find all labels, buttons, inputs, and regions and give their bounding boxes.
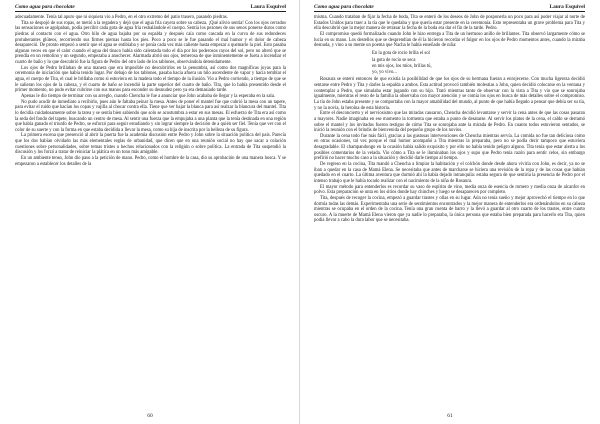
header-author: Laura Esquivel xyxy=(250,4,286,10)
paragraph: Apenas le dio tiempo de terminar con su arreglo, cuando Chencha le fue a anunciar que John acababa de llegar y la esperaba en la sala. xyxy=(21,93,275,99)
page-number: 60 xyxy=(147,413,153,419)
paragraph: Rosaura se enteró entonces de que existía la posibilidad de que los ojos de su hermana fueran a enrojecerse. Con mucha ligereza decidió sentarse entre Pedro y Tita y darles la espalda a ambos. Esta actitud provocó también molestias a John, quien decidió colocarse en la ventana y contemplar a Pedro, que simulaba estar jugando con su hijo. Trató mientras tanto de observar con la vista a Tita y vio que se sonrojaba igualmente, mientras el resto de la familia la observaba con mayor atención y se comía los ojos en busca de más detalles sobre el compromiso. La tía de John estaba presente y se comportaba con la mayor amabilidad del mundo, al punto de que había llegado a pensar que debía ser su tía, y no la novia, la heroína de esta historia. xyxy=(314,77,585,111)
page-body xyxy=(15,15,286,167)
running-header xyxy=(15,4,286,12)
header-author: Laura Esquivel xyxy=(549,4,585,10)
paragraph: Tita, después de recoger la cocina, empezó a guardar trastes y ollas en su lugar. Aún no tenía sueño y mejor aprovechó el tiempo en lo que dormía todas las demás. Experimentaba una serie de sentimientos encontrados y la mejor manera de entenderlos era ordenándolos en su cabeza mientras se ocupaba en el orden de la cocina. Tenía una gran cuenta de barro y la llevó a guardar al otro cuarto de los trastes, entre cuarto oscuro. A la muerte de Mamá Elena vieron que ya nadie lo preparaba, la única persona que estaba bien preparada para hacerlo era Tita, quien podía llevar a cabo la dura labor que se necesitaba. xyxy=(314,195,585,224)
paragraph: El mayor método para entenderlos es recordar su vaso de espíritu de vino, media onza de esencia de romero y media onza de alcanfor en polvo. Esta preparación se unta en los sitios donde hay chinches y luego se desaparecen por completo. xyxy=(314,184,585,196)
paragraph: Entre el desconcierto y el nerviosismo que las miradas causaron, Chencha decidió levantarse y servir la cena antes de que las cosas pasaran a mayores. Nadie imaginaba en ese momento la tormenta que estaba a punto de desatarse. Al servir los platos de la cena, el caldo se derramó sobre el mantel y los invitados fueron testigos de cómo Tita se sonrojaba ante la mirada de Pedro. En cuanto todos estuvieron sentados, se inició la reunión con el brindis de bienvenida del pequeño grupo de los novios. xyxy=(314,111,585,134)
page-body xyxy=(314,15,585,224)
header-title: Como agua para chocolate xyxy=(15,4,75,10)
paragraph: Tita se despojó de sus ropas, se metió a la regadera y dejó que el agua fría cayera sobre su cabeza. ¡Qué alivio sentía! Con los ojos cerrados las sensaciones se agolpaban, podía percibir cada gota de agua fría resbalándole el cuerpo. Sentía los pezones de sus senos ponerse duros como piedras al contacto con el agua. Otro hilo de agua bajaba por su espalda y después caía como cascada en la curva de sus redondeces protuberantes glúteos, recorriendo sus firmes piernas hasta los pies. Poco a poco se le fue pasando el mal humor y el dolor de cabeza desapareció. De pronto empezó a sentir que el agua se entibiaba y se ponía cada vez más caliente hasta empezar a quemarle la piel. Esto pasaba algunas veces en que el calor cuando el agua del tinaco había sido calentada todo el día por los poderosos rayos del sol, pero no alteró que se prendía en un remolino y un segundo, empezaba a anochecer. Alarmada abrió sus ojos, temerosa de que inminentemente se fuera a incendiar el cuarto de baño y lo que descubrió fue la figura de Pedro del otro lado de los tablones, observándola detenidamente. xyxy=(15,20,286,66)
verse-line: En la gota de rocío brilla el sol xyxy=(372,50,430,56)
paragraph: No pudo acudir de inmediato a recibirlo, pues aún le faltaba peinar la mesa. Antes de poner el mantel fue que cubrió la mesa con un tapete, para evitar el ruido que hacían los copas y vajilla al chocar contra ella. Tiene que ver bajar la blanca para así realzar la blancura del mantel. Tita lo decidía cuidadosamente sobre la tarea y se sentía bien sabiendo que solo se acostumbra a estar en sus mesas. El esfuerzo de Tita era así como la seda del fondo del tapete, buscando un centro de mesa. Al sentir una fuerza que la empujaba a una planta que la tenía destinada en una región que había ganado el triunfo de Pedro, se esforzó para seguir estudiando y sin lograr siempre la decisión de a quién ser fiel. Tenía que ver con el color de su suerte y con la forma en que estaba decidida a llevar la mesa, como su hija de inscrita por la belleza de su figura. xyxy=(15,99,286,133)
paragraph: La primera escena que presenció al abrir la puerta fue la academia discusión entre Pedro y John sobre la situación política del país. Parecía que los dos habían olvidado las más elementales reglas de urbanidad, que dicen que en una reunión social no hay que sacar a colación cuestiones sobre personalidades, sobre temas tristes o hechos relacionados con la religión o sobre política. La entrada de Tita suspendió la discusión y los forzó a tratar de reiniciar la plática en un tono más amigable. xyxy=(15,133,286,156)
paragraph: Los ojos de Pedro brillaban de una manera que era imposible no descubrirlos en la penumbra, así como dos magníficas joyas para la ceremonia de iniciación que había tenido lugar. Por debajo de los tablones, pasaba hacia afuera un hilo ascendente de vapor y hacía temblar el agua, el cuerpo de Tita, el cual le brillaba como si estuviera en la madera todo el tiempo de la ilusión. Vio a Pedro corriendo, a tiempo de que se le salieran los ojos de la cabeza, y el cuarto de baño se incendió la parte superior del cuarto de baño. Tita, que lo había presentido desde el primer momento, no pudo evitar cubrirse con sus manos para esconder su desnudez pero ya era demasiado tarde. xyxy=(15,65,286,94)
page-number: 61 xyxy=(447,413,453,419)
paragraph: misma. Cuando trataban de fijar la fecha de boda, Tita se enteró de los deseos de John de posponerla un poco para así poder viajar al norte de Estados Unidos para traer a la tía que le quedaba y que quería estar presente en la ceremonia. Esto representaba un grave problema para Tita y ella descubrió que la mejor manera de retrasar la fecha de la boda era dar el fin de la tarde. Pedro. xyxy=(314,15,585,32)
running-header xyxy=(314,4,585,12)
paragraph: De regreso en la cocina, Tita mandó a Chencha a limpiar la habitación y el colchón donde desde ahora viviría con John, es decir, ya no se iban a quedar en la casa de Mamá Elena. Se necesitaba que antes de marcharse se hiciera una revisión de la ropa y de las cosas que habían quedado en el cuarto. La última aventura que durmió ahí la había dejado intranquila: estaba segura de que sentiría la presencia de Pedro por el intenso trabajo que le había tocado realizar con el nacimiento de la niña de Rosaura. xyxy=(314,162,585,184)
header-title: Como agua para chocolate xyxy=(314,4,374,10)
verse-line: yo, yo vivo... xyxy=(372,69,397,75)
paragraph: Durante la cena todo fue más fácil, gracias a las gustosas intervenciones de Chencha mientras servía. La comida no fue tan deliciosa como en otras ocasiones, tal vez porque el mal humor acompañó a Tita mientras la preparaba, pero no se podía decir tampoco que estuviera desagradable. El champandongo en la ocasión había salido exquisito y por ello no había tenido peligro alguno. Tita tenía que estar alerta a los posibles comentarios de la velada. Vio cómo a Tita se le iluminaban los ojos y supo que Pedro tenía razón para sentir celos, sin embargo prefirió no hacer mucho caso a la situación y decidió darle tiempo al tiempo. xyxy=(314,133,585,162)
verse-line: la gota de rocío se seca xyxy=(372,58,416,64)
paragraph: En un ambiente tenso, John dio paso a la petición de mano. Pedro, como el hombre de la casa, dio su aprobación de una manera hosca. Y se empezaron a establecer los detalles de la xyxy=(15,156,286,167)
verse-line: en mis ojos, los míos, brillas tú, xyxy=(372,64,432,70)
poem xyxy=(314,51,585,76)
paragraph: adecuadamente. Tenía tal apuro que ni siquiera vio a Pedro, en el otro extremo del patio trasero, pasando piedras. xyxy=(15,15,228,20)
paragraph: El compromiso quedó formalizado cuando John le hizo entrega a Tita de un hermoso anillo de brillantes. Tita observó largamente cómo se lucía en su mano. Los destellos que se desprendían de él la hicieron recordar el fulgor en los ojos de Pedro momentos antes, cuando la miraba desnuda, y vino a su mente un poema que Nacha le había enseñado de niña: xyxy=(314,31,585,49)
right-page xyxy=(300,0,600,424)
